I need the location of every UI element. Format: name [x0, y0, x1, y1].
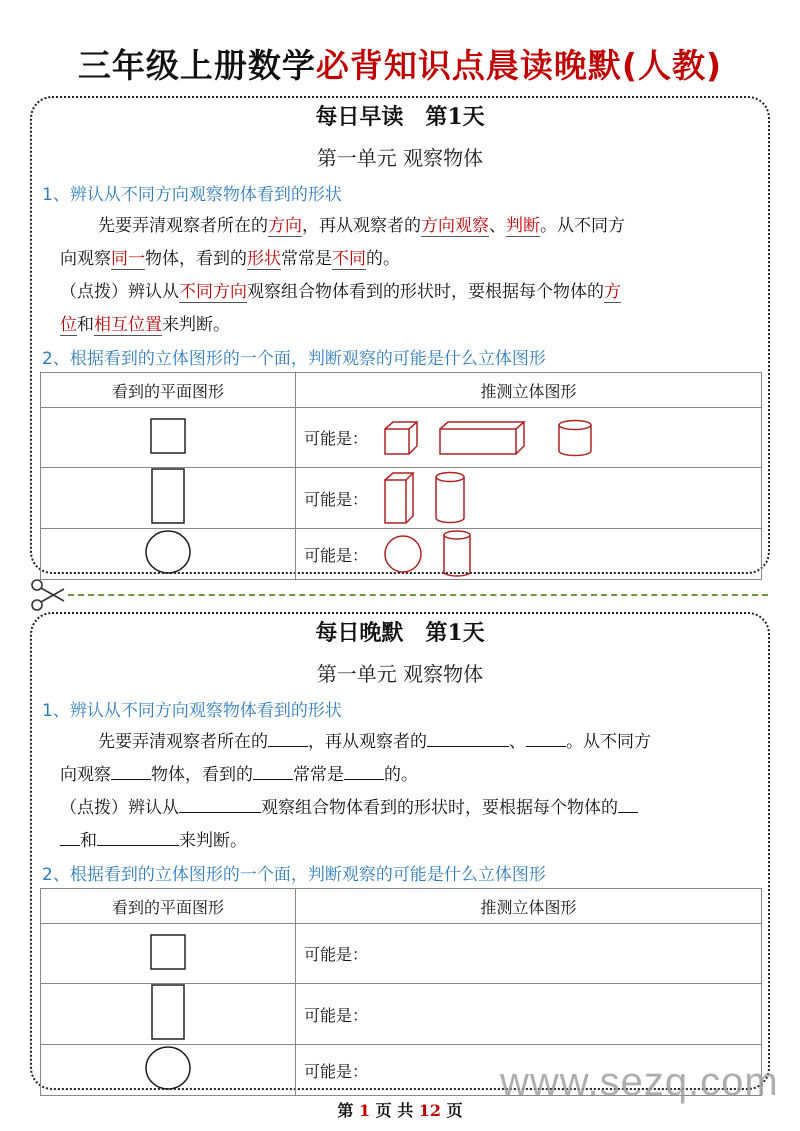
text: （点拨）辨认从 [60, 282, 179, 302]
page-total: 12 [418, 1101, 442, 1120]
paragraph-3-hint [60, 276, 770, 309]
text: 来判断。 [162, 315, 230, 335]
answer: 方 [604, 282, 621, 302]
plane-square [41, 408, 296, 468]
text: 向观察 [60, 249, 111, 269]
title-red: 必背知识点晨读晚默(人教) [315, 46, 723, 85]
answer: 判断 [506, 216, 540, 236]
answer-cell[interactable] [296, 984, 762, 1045]
text: 常常是 [293, 765, 344, 785]
footer-text: 页 [441, 1101, 463, 1120]
answer: 位 [60, 315, 77, 335]
fill-blank[interactable] [344, 778, 384, 780]
cube-icon [383, 420, 419, 456]
maybe-label: 可能是： [304, 545, 369, 565]
paragraph-4 [60, 825, 770, 858]
page-number: 1 [358, 1101, 371, 1120]
section1-heading: 1、辨认从不同方向观察物体看到的形状 [42, 185, 342, 205]
paragraph-1 [60, 210, 770, 243]
table-header [41, 373, 762, 408]
header-plane: 看到的平面图形 [41, 889, 296, 924]
text: 的。 [366, 249, 400, 269]
text: 、 [509, 732, 526, 752]
cuboid-icon [438, 420, 526, 456]
text: 和 [80, 831, 97, 851]
text: 向观察 [60, 765, 111, 785]
text: （点拨）辨认从 [60, 798, 179, 818]
solid-cell [296, 529, 762, 580]
section2-heading: 2、根据看到的立体图形的一个面，判断观察的可能是什么立体图形 [42, 865, 546, 885]
evening-recall-card [30, 612, 770, 1090]
cylinder-icon [442, 530, 472, 578]
title-black: 三年级上册数学 [77, 46, 316, 85]
section1-heading: 1、辨认从不同方向观察物体看到的形状 [42, 701, 342, 721]
answer: 相互位置 [94, 315, 162, 335]
header-solid: 推测立体图形 [296, 373, 762, 408]
text: 物体，看到的 [151, 765, 253, 785]
solid-cell [296, 408, 762, 468]
rectangle-icon [151, 984, 185, 1040]
table-row [41, 529, 762, 580]
plane-square [41, 924, 296, 984]
page-title [0, 40, 800, 87]
text: 观察组合物体看到的形状时，要根据每个物体的 [247, 282, 604, 302]
circle-icon [144, 529, 192, 575]
circle-icon [144, 1045, 192, 1091]
answer: 方向 [268, 216, 302, 236]
text: 先要弄清观察者所在的 [98, 216, 268, 236]
fill-blank[interactable] [526, 745, 566, 747]
square-icon [150, 934, 186, 970]
fill-blank[interactable] [618, 811, 638, 813]
paragraph-1 [60, 726, 770, 759]
square-icon [150, 418, 186, 454]
text: ，再从观察者的 [302, 216, 421, 236]
cut-line [68, 594, 768, 596]
text: ，再从观察者的 [308, 732, 427, 752]
maybe-label: 可能是： [304, 489, 369, 509]
page-footer [0, 1098, 800, 1121]
scissors-icon [30, 577, 66, 613]
text: 。从不同方 [540, 216, 625, 236]
text: 来判断。 [179, 831, 247, 851]
cylinder-icon [557, 419, 593, 457]
unit-title: 第一单元 观察物体 [316, 146, 484, 170]
sphere-icon [383, 534, 423, 574]
table-row [41, 468, 762, 529]
table-row [41, 408, 762, 468]
footer-text: 页 共 [370, 1101, 419, 1120]
text: 物体，看到的 [145, 249, 247, 269]
plane-rectangle [41, 468, 296, 529]
text: 。从不同方 [566, 732, 651, 752]
text: 观察组合物体看到的形状时，要根据每个物体的 [261, 798, 618, 818]
footer-text: 第 [337, 1101, 359, 1120]
unit-title: 第一单元 观察物体 [316, 662, 484, 686]
maybe-label: 可能是： [304, 1005, 369, 1025]
maybe-label: 可能是： [304, 945, 369, 964]
table-header [41, 889, 762, 924]
maybe-label: 可能是： [304, 1061, 369, 1081]
card-title: 每日早读 第1天 [315, 104, 485, 130]
fill-blank[interactable] [111, 778, 151, 780]
plane-circle [41, 1045, 296, 1096]
answer: 同一 [111, 249, 145, 269]
text: 和 [77, 315, 94, 335]
shapes-table [40, 372, 762, 580]
watermark: www.sezq.com [500, 1060, 779, 1104]
solid-cell [296, 468, 762, 529]
morning-reading-card [30, 96, 770, 574]
paragraph-2 [60, 759, 770, 792]
answer: 方向观察 [421, 216, 489, 236]
text: 先要弄清观察者所在的 [98, 732, 268, 752]
plane-rectangle [41, 984, 296, 1045]
text: 常常是 [281, 249, 332, 269]
fill-blank[interactable] [179, 811, 261, 813]
answer: 形状 [247, 249, 281, 269]
paragraph-4 [60, 309, 770, 342]
text: 、 [489, 216, 506, 236]
section2-heading: 2、根据看到的立体图形的一个面，判断观察的可能是什么立体图形 [42, 349, 546, 369]
header-plane: 看到的平面图形 [41, 373, 296, 408]
answer: 不同 [332, 249, 366, 269]
table-row [41, 984, 762, 1045]
answer: 不同方向 [179, 282, 247, 302]
rectangle-icon [151, 468, 185, 524]
fill-blank[interactable] [60, 844, 80, 846]
cylinder-icon [434, 471, 466, 525]
fill-blank[interactable] [268, 745, 308, 747]
text: 的。 [384, 765, 418, 785]
table-row [41, 924, 762, 984]
answer-cell[interactable] [296, 924, 762, 984]
tall-cuboid-icon [383, 471, 415, 525]
fill-blank[interactable] [427, 745, 509, 747]
maybe-label: 可能是： [304, 429, 369, 448]
header-solid: 推测立体图形 [296, 889, 762, 924]
card-title: 每日晚默 第1天 [315, 620, 485, 646]
fill-blank[interactable] [97, 844, 179, 846]
fill-blank[interactable] [253, 778, 293, 780]
paragraph-3-hint [60, 792, 770, 825]
plane-circle [41, 529, 296, 580]
paragraph-2 [60, 243, 770, 276]
